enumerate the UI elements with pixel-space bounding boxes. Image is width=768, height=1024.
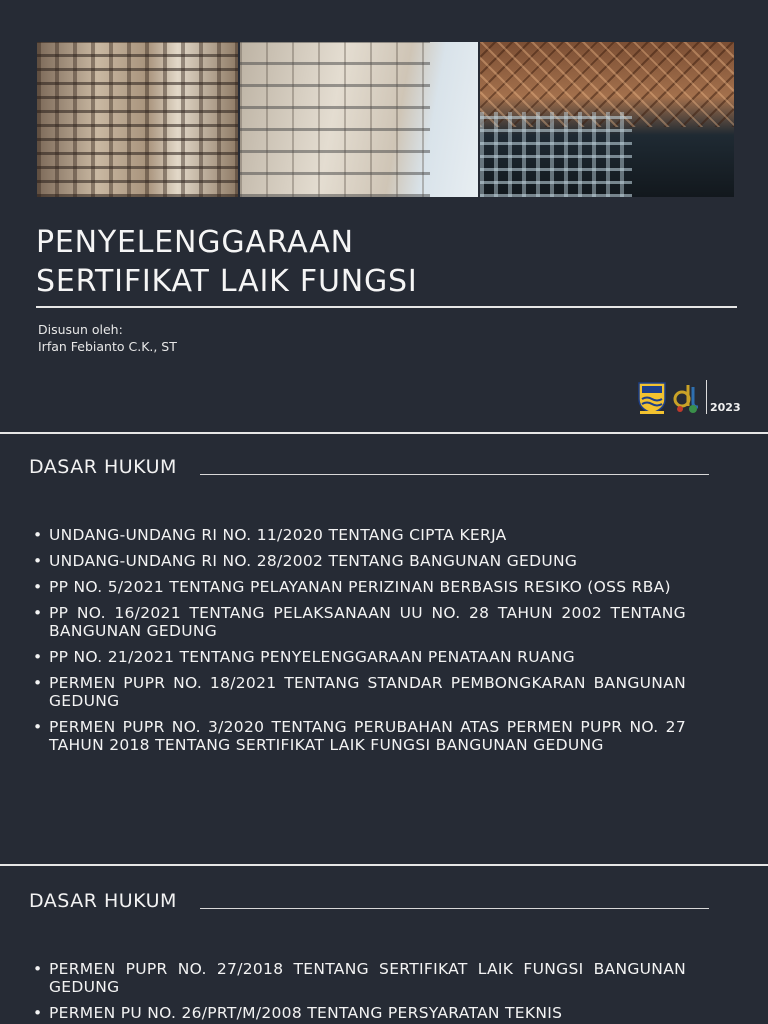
bullet-icon: • xyxy=(33,1004,43,1022)
title-divider xyxy=(36,306,737,308)
list-item-text: PERMEN PUPR NO. 3/2020 TENTANG PERUBAHAN ATAS PERMEN PUPR NO. 27 TAHUN 2018 TENTANG SERTIFIKAT LAIK FUNGSI BANGUNAN GEDUNG xyxy=(49,718,686,754)
list-item-text: PERMEN PUPR NO. 27/2018 TENTANG SERTIFIKAT LAIK FUNGSI BANGUNAN GEDUNG xyxy=(49,960,686,996)
legal-basis-slide-1 xyxy=(0,434,768,864)
section-heading: DASAR HUKUM xyxy=(29,456,177,478)
list-item xyxy=(33,1004,686,1022)
list-item xyxy=(33,718,686,754)
list-item-text: PP NO. 5/2021 TENTANG PELAYANAN PERIZINAN BERBASIS RESIKO (OSS RBA) xyxy=(49,578,671,596)
page-title xyxy=(36,223,736,301)
bandung-shield-logo-icon xyxy=(636,379,668,415)
regulation-list xyxy=(33,960,686,1024)
bullet-icon: • xyxy=(33,578,43,596)
list-item-text: PP NO. 16/2021 TENTANG PELAKSANAAN UU NO. 28 TAHUN 2002 TENTANG BANGUNAN GEDUNG xyxy=(49,604,686,640)
bullet-icon: • xyxy=(33,526,43,544)
list-item xyxy=(33,578,686,596)
building-photo-3 xyxy=(480,42,734,197)
regulation-list xyxy=(33,526,686,762)
bullet-icon: • xyxy=(33,674,43,692)
title-line-2: SERTIFIKAT LAIK FUNGSI xyxy=(36,264,418,299)
list-item xyxy=(33,960,686,996)
cover-slide xyxy=(0,0,768,432)
list-item-text: UNDANG-UNDANG RI NO. 28/2002 TENTANG BANGUNAN GEDUNG xyxy=(49,552,578,570)
author-block xyxy=(38,321,177,355)
bullet-icon: • xyxy=(33,604,43,622)
heading-rule xyxy=(200,474,709,475)
list-item xyxy=(33,526,686,544)
bullet-icon: • xyxy=(33,648,43,666)
list-item-text: UNDANG-UNDANG RI NO. 11/2020 TENTANG CIPTA KERJA xyxy=(49,526,507,544)
bullet-icon: • xyxy=(33,960,43,978)
author-label: Disusun oleh: xyxy=(38,322,123,337)
list-item xyxy=(33,648,686,666)
list-item-text: PP NO. 21/2021 TENTANG PENYELENGGARAAN PENATAAN RUANG xyxy=(49,648,575,666)
dl-brand-logo-icon xyxy=(671,379,703,415)
list-item-text: PERMEN PUPR NO. 18/2021 TENTANG STANDAR PEMBONGKARAN BANGUNAN GEDUNG xyxy=(49,674,686,710)
title-line-1: PENYELENGGARAAN xyxy=(36,225,354,260)
photo-banner xyxy=(37,42,734,197)
building-photo-1 xyxy=(37,42,238,197)
section-heading: DASAR HUKUM xyxy=(29,890,177,912)
list-item-text: PERMEN PU NO. 26/PRT/M/2008 TENTANG PERSYARATAN TEKNIS xyxy=(49,1004,563,1022)
author-name: Irfan Febianto C.K., ST xyxy=(38,339,177,354)
list-item xyxy=(33,674,686,710)
list-item xyxy=(33,604,686,640)
legal-basis-slide-2 xyxy=(0,866,768,1024)
heading-rule xyxy=(200,908,709,909)
year-label: 2023 xyxy=(710,400,741,414)
logo-divider xyxy=(706,380,707,414)
bullet-icon: • xyxy=(33,552,43,570)
building-photo-2 xyxy=(240,42,478,197)
logo-group xyxy=(636,378,741,416)
list-item xyxy=(33,552,686,570)
bullet-icon: • xyxy=(33,718,43,736)
